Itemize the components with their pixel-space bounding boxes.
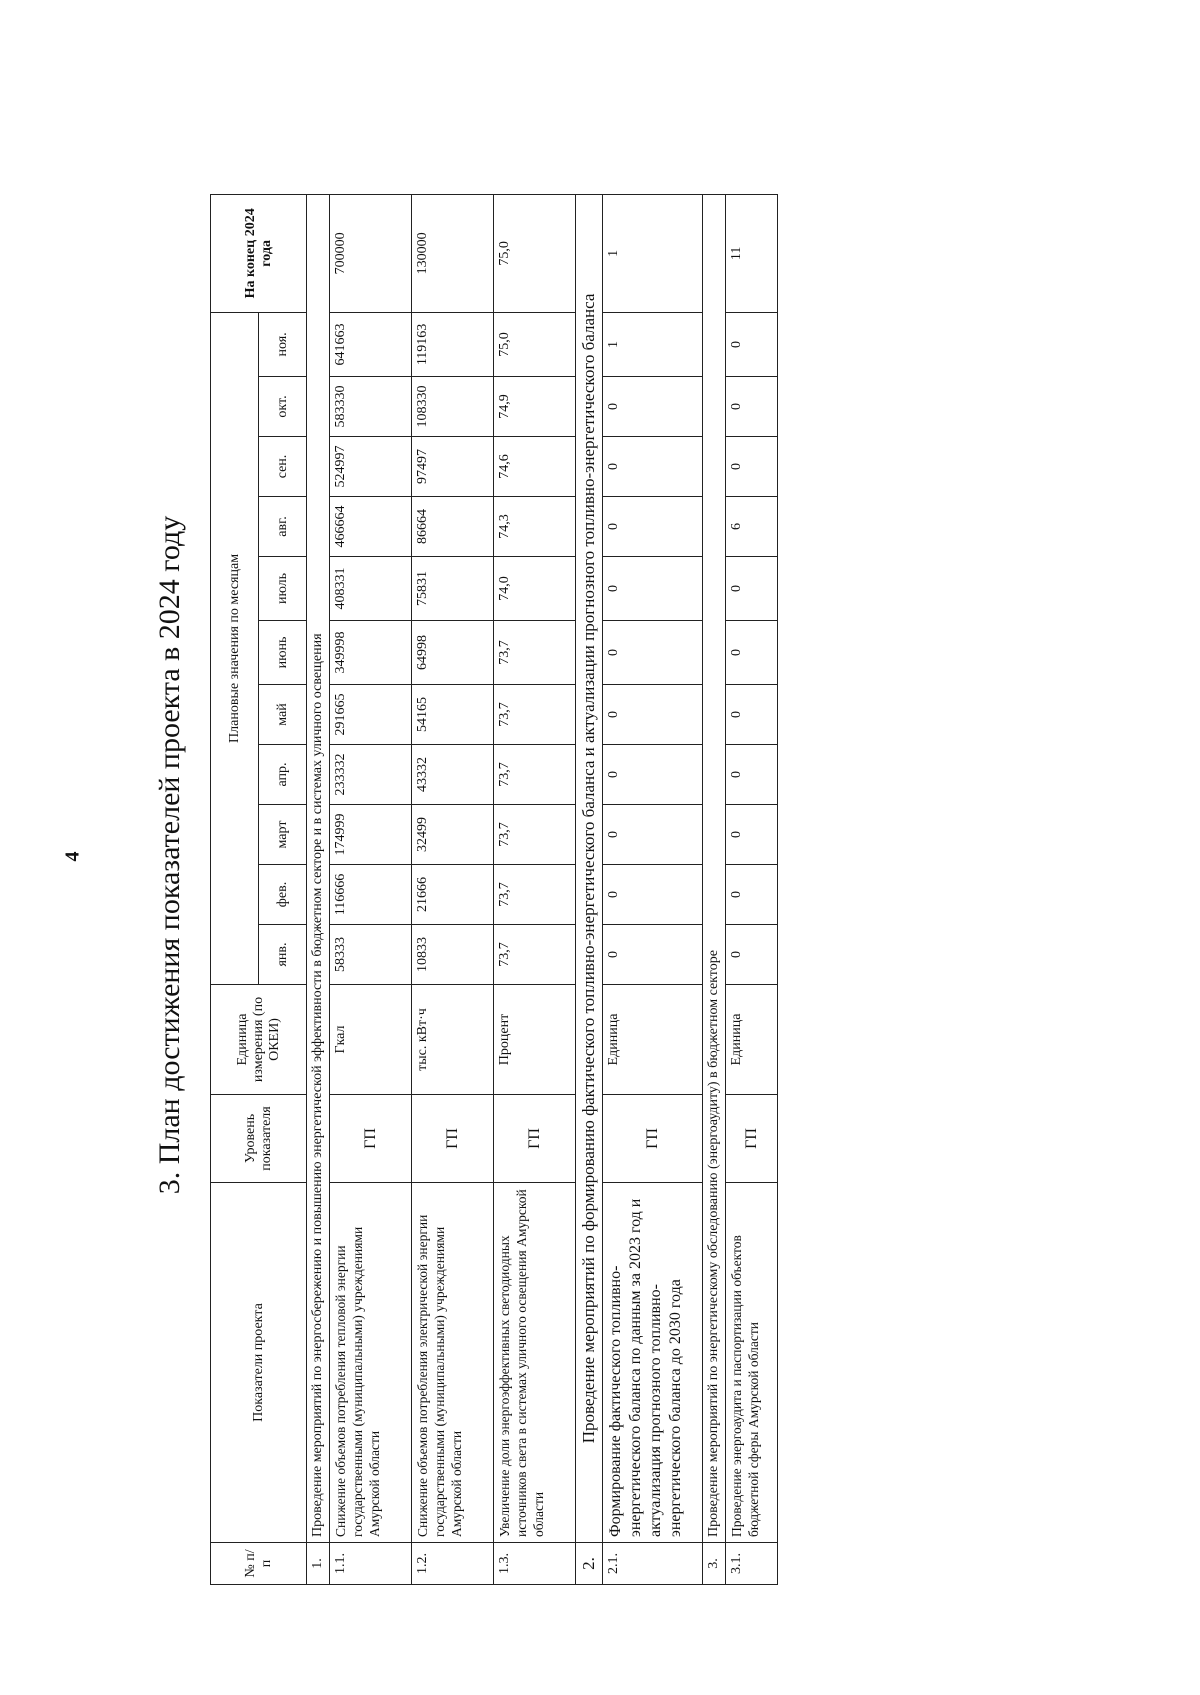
indicator-level: ГП	[494, 1095, 576, 1183]
indicator-level: ГП	[330, 1095, 412, 1183]
year-end-value: 75,0	[494, 194, 576, 312]
indicator-name: Снижение объемов потребления тепловой энергии государственными (муниципальными) учреждениями Амурской области	[330, 1183, 412, 1543]
monthly-value: 0	[726, 865, 778, 925]
monthly-value: 1	[603, 312, 703, 376]
monthly-value: 97497	[412, 437, 494, 497]
monthly-value: 0	[726, 312, 778, 376]
monthly-value: 58333	[330, 925, 412, 985]
header-indicator: Показатели проекта	[211, 1183, 307, 1543]
monthly-value: 0	[603, 437, 703, 497]
monthly-value: 73,7	[494, 925, 576, 985]
monthly-value: 116666	[330, 865, 412, 925]
month-header: авг.	[259, 497, 307, 557]
indicator-row	[330, 194, 412, 1584]
indicator-name: Снижение объемов потребления электрической энергии государственными (муниципальными) учреждениями Амурской области	[412, 1183, 494, 1543]
row-number: 2.1.	[603, 1543, 703, 1585]
monthly-value: 43332	[412, 745, 494, 805]
monthly-value: 408331	[330, 557, 412, 621]
monthly-value: 0	[603, 805, 703, 865]
indicator-level: ГП	[412, 1095, 494, 1183]
indicator-unit: Единица	[603, 985, 703, 1095]
section-title: Проведение мероприятий по энергетическому обследованию (энергоаудиту) в бюджетном секторе	[703, 194, 726, 1542]
monthly-value: 86664	[412, 497, 494, 557]
section-title: Проведение мероприятий по формированию фактического топливно-энергетического баланса и актуализации прогнозного топливно-энергетического баланса	[576, 194, 603, 1542]
month-header: сен.	[259, 437, 307, 497]
section-row	[703, 194, 726, 1584]
monthly-value: 73,7	[494, 745, 576, 805]
indicator-unit: Процент	[494, 985, 576, 1095]
header-unit: Единица измерения (по ОКЕИ)	[211, 985, 307, 1095]
document-title: 3. План достижения показателей проекта в 2024 году	[153, 515, 186, 1195]
monthly-value: 0	[603, 557, 703, 621]
section-row	[307, 194, 330, 1584]
indicator-row	[603, 194, 703, 1584]
row-number: 3.1.	[726, 1543, 778, 1585]
monthly-value: 73,7	[494, 805, 576, 865]
section-number: 2.	[576, 1543, 603, 1585]
header-planned: Плановые значения по месяцам	[211, 312, 259, 984]
monthly-value: 75831	[412, 557, 494, 621]
indicator-row	[494, 194, 576, 1584]
indicator-unit: тыс. кВт·ч	[412, 985, 494, 1095]
month-header: окт.	[259, 377, 307, 437]
monthly-value: 73,7	[494, 865, 576, 925]
month-header: янв.	[259, 925, 307, 985]
monthly-value: 0	[603, 865, 703, 925]
monthly-value: 74,6	[494, 437, 576, 497]
monthly-value: 466664	[330, 497, 412, 557]
indicator-row	[412, 194, 494, 1584]
month-header: июнь	[259, 621, 307, 685]
indicator-name: Увеличение доли энергоэффективных светодиодных источников света в системах уличного освещения Амурской области	[494, 1183, 576, 1543]
plan-table	[210, 194, 778, 1585]
section-row	[576, 194, 603, 1584]
year-end-value: 700000	[330, 194, 412, 312]
plan-table-body	[307, 194, 778, 1584]
row-number: 1.2.	[412, 1543, 494, 1585]
year-end-value: 130000	[412, 194, 494, 312]
monthly-value: 583330	[330, 377, 412, 437]
monthly-value: 524997	[330, 437, 412, 497]
monthly-value: 174999	[330, 805, 412, 865]
monthly-value: 0	[603, 377, 703, 437]
section-number: 1.	[307, 1543, 330, 1585]
monthly-value: 73,7	[494, 621, 576, 685]
monthly-value: 108330	[412, 377, 494, 437]
month-header: март	[259, 805, 307, 865]
indicator-unit: Гкал	[330, 985, 412, 1095]
month-header: ноя.	[259, 312, 307, 376]
monthly-value: 119163	[412, 312, 494, 376]
header-level: Уровень показателя	[211, 1095, 307, 1183]
row-number: 1.3.	[494, 1543, 576, 1585]
month-header: июль	[259, 557, 307, 621]
monthly-value: 74,9	[494, 377, 576, 437]
monthly-value: 0	[726, 437, 778, 497]
monthly-value: 0	[603, 685, 703, 745]
monthly-value: 64998	[412, 621, 494, 685]
monthly-value: 0	[603, 621, 703, 685]
monthly-value: 0	[726, 557, 778, 621]
monthly-value: 0	[726, 925, 778, 985]
monthly-value: 32499	[412, 805, 494, 865]
monthly-value: 75,0	[494, 312, 576, 376]
header-num: № п/п	[211, 1543, 307, 1585]
header-year-end: На конец 2024 года	[211, 194, 307, 312]
section-number: 3.	[703, 1543, 726, 1585]
monthly-value: 0	[726, 685, 778, 745]
indicator-name: Формирование фактического топливно-энергетического баланса по данным за 2023 год и актуализация прогнозного топливно-энергетического баланса до 2030 года	[603, 1183, 703, 1543]
monthly-value: 0	[603, 497, 703, 557]
month-header: май	[259, 685, 307, 745]
monthly-value: 0	[726, 621, 778, 685]
monthly-value: 21666	[412, 865, 494, 925]
monthly-value: 0	[726, 745, 778, 805]
page-number: 4	[61, 851, 84, 862]
indicator-name: Проведение энергоаудита и паспортизации объектов бюджетной сферы Амурской области	[726, 1183, 778, 1543]
row-number: 1.1.	[330, 1543, 412, 1585]
monthly-value: 641663	[330, 312, 412, 376]
monthly-value: 0	[726, 377, 778, 437]
year-end-value: 11	[726, 194, 778, 312]
monthly-value: 291665	[330, 685, 412, 745]
monthly-value: 54165	[412, 685, 494, 745]
monthly-value: 0	[726, 805, 778, 865]
section-title: Проведение мероприятий по энергосбережению и повышению энергетической эффективности в бюджетном секторе и в системах уличного освещения	[307, 194, 330, 1542]
indicator-row	[726, 194, 778, 1584]
month-header: фев.	[259, 865, 307, 925]
monthly-value: 233332	[330, 745, 412, 805]
indicator-unit: Единица	[726, 985, 778, 1095]
indicator-level: ГП	[726, 1095, 778, 1183]
monthly-value: 74,0	[494, 557, 576, 621]
indicator-level: ГП	[603, 1095, 703, 1183]
monthly-value: 0	[603, 745, 703, 805]
monthly-value: 6	[726, 497, 778, 557]
rotated-content	[140, 115, 1100, 1595]
month-header: апр.	[259, 745, 307, 805]
monthly-value: 0	[603, 925, 703, 985]
year-end-value: 1	[603, 194, 703, 312]
monthly-value: 349998	[330, 621, 412, 685]
monthly-value: 10833	[412, 925, 494, 985]
monthly-value: 73,7	[494, 685, 576, 745]
monthly-value: 74,3	[494, 497, 576, 557]
